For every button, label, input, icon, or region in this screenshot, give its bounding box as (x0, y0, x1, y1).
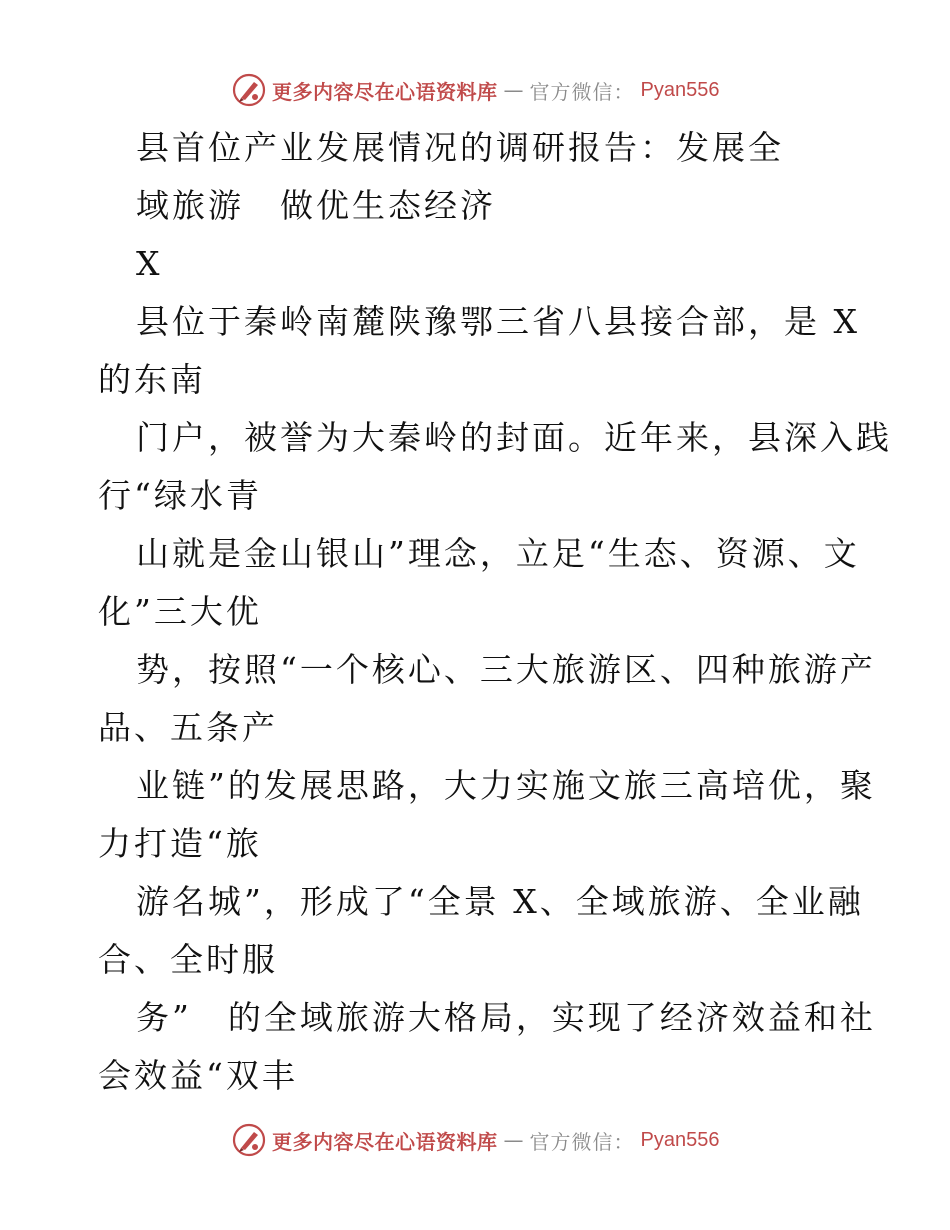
footer-watermark (232, 1120, 719, 1160)
doc-line: 行“绿水青 (98, 476, 262, 515)
quill-pen-logo-icon (232, 73, 266, 107)
watermark-brand: 更多内容尽在心语资料库 (272, 1129, 498, 1154)
doc-line: 游名城”，形成了“全景 X、全域旅游、全业融 (136, 882, 864, 921)
watermark-handle: Pyan556 (640, 1128, 720, 1151)
doc-line: 业链”的发展思路，大力实施文旅三高培优，聚 (136, 766, 876, 805)
header-watermark (232, 70, 719, 110)
doc-line: X (136, 244, 163, 283)
watermark-official-label: 官方微信： (529, 1129, 635, 1154)
doc-line: 化”三大优 (98, 592, 262, 631)
doc-line: 山就是金山银山”理念，立足“生态、资源、文 (136, 534, 860, 573)
watermark-brand: 更多内容尽在心语资料库 (272, 79, 498, 104)
watermark-handle: Pyan556 (640, 78, 720, 101)
doc-title-line-2: 域旅游 做优生态经济 (136, 186, 496, 225)
watermark-dash: — (503, 1128, 524, 1152)
doc-line: 县位于秦岭南麓陕豫鄂三省八县接合部，是 X (136, 302, 860, 341)
doc-line: 品、五条产 (98, 708, 278, 747)
watermark-official-label: 官方微信： (529, 79, 635, 104)
doc-line: 务” 的全域旅游大格局，实现了经济效益和社 (136, 998, 876, 1037)
doc-line: 力打造“旅 (98, 824, 262, 863)
doc-line: 势，按照“一个核心、三大旅游区、四种旅游产 (136, 650, 876, 689)
doc-line: 门户，被誉为大秦岭的封面。近年来，县深入践 (136, 418, 892, 457)
doc-title-line-1: 县首位产业发展情况的调研报告：发展全 (136, 128, 784, 167)
doc-line: 会效益“双丰 (98, 1056, 298, 1095)
watermark-dash: — (503, 78, 524, 102)
quill-pen-logo-icon (232, 1123, 266, 1157)
doc-line: 合、全时服 (98, 940, 278, 979)
doc-line: 的东南 (98, 360, 206, 399)
